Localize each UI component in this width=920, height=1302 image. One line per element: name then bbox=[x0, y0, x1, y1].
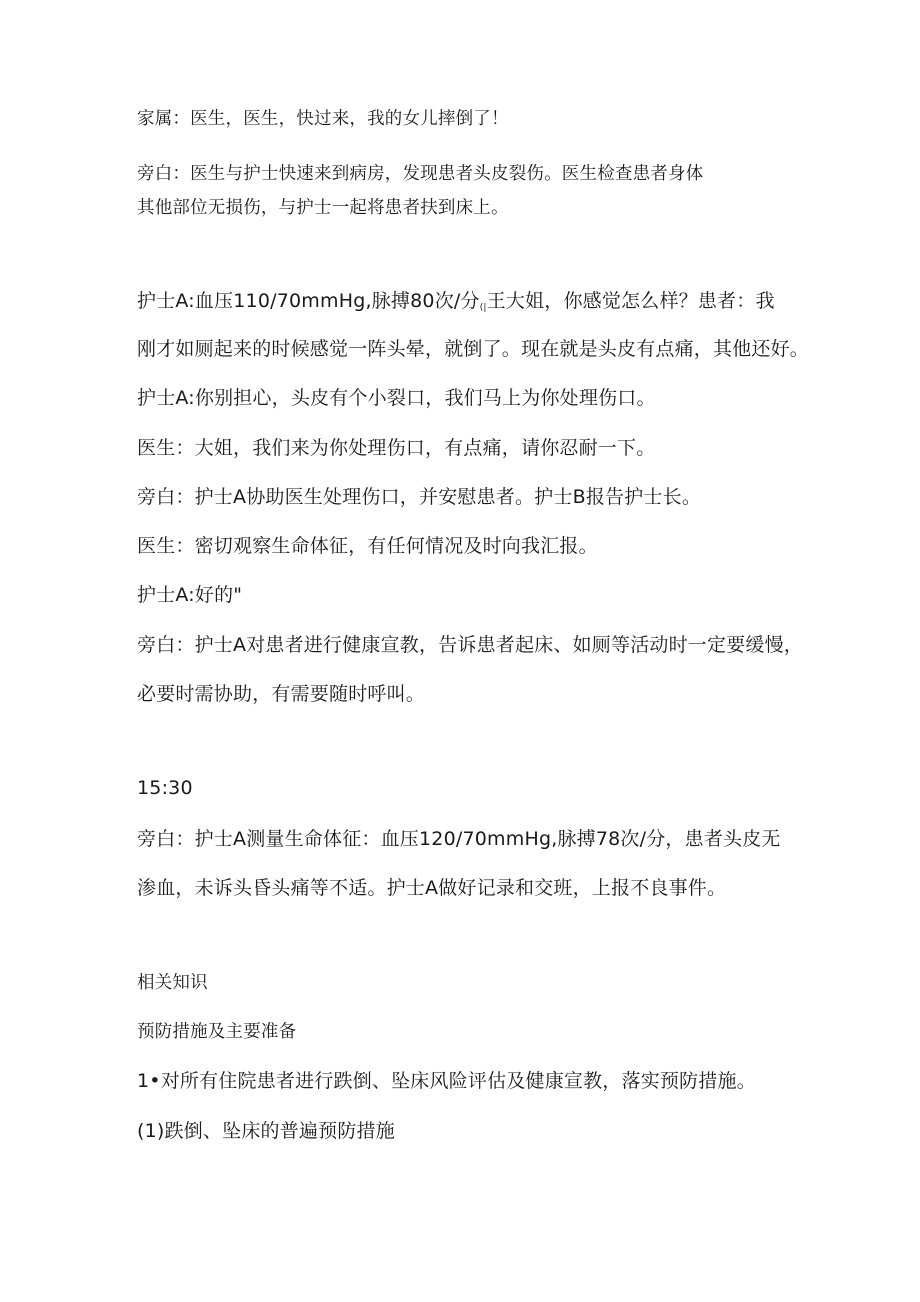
dialogue-continuation: 王大姐，你感觉怎么样？患者：我 bbox=[486, 290, 775, 312]
narration-line: 旁白：护士A协助医生处理伤口，并安慰患者。护士B报告护士长。 bbox=[137, 486, 702, 508]
list-item: (1)跌倒、坠床的普遍预防措施 bbox=[137, 1120, 395, 1142]
dialogue-nurse: 护士A:你别担心，头皮有个小裂口，我们马上为你处理伤口。 bbox=[137, 387, 656, 409]
narration-line: 渗血，未诉头昏头痛等不适。护士A做好记录和交班，上报不良事件。 bbox=[137, 877, 727, 899]
dialogue-doctor: 医生：密切观察生命体征，有任何情况及时向我汇报。 bbox=[137, 535, 598, 557]
vitals-text: 护士A:血压110/70mmHg,脉搏80次/分 bbox=[137, 290, 480, 312]
narration-line: 旁白：护士A测量生命体征：血压120/70mmHg,脉搏78次/分，患者头皮无 bbox=[137, 828, 781, 850]
narration-line: 其他部位无损伤，与护士一起将患者扶到床上。 bbox=[137, 198, 509, 218]
narration-line: 旁白：护士A对患者进行健康宣教，告诉患者起床、如厕等活动时一定要缓慢， bbox=[137, 634, 803, 656]
narration-line: 旁白：医生与护士快速来到病房，发现患者头皮裂伤。医生检查患者身体 bbox=[137, 164, 704, 184]
dialogue-family: 家属：医生，医生，快过来，我的女儿摔倒了！ bbox=[137, 109, 509, 129]
list-item: 1•对所有住院患者进行跌倒、坠床风险评估及健康宣教，落实预防措施。 bbox=[137, 1070, 756, 1092]
dialogue-patient: 刚才如厕起来的时候感觉一阵头晕，就倒了。现在就是头皮有点痛，其他还好。 bbox=[137, 338, 810, 360]
subscript-mark: (| bbox=[479, 303, 487, 313]
narration-line: 必要时需协助，有需要随时呼叫。 bbox=[137, 683, 426, 705]
section-heading: 相关知识 bbox=[137, 973, 208, 993]
dialogue-nurse: 护士A:好的" bbox=[137, 584, 243, 606]
dialogue-nurse-vitals bbox=[137, 288, 775, 321]
dialogue-doctor: 医生：大姐，我们来为你处理伤口，有点痛，请你忍耐一下。 bbox=[137, 437, 656, 459]
time-stamp: 15:30 bbox=[137, 777, 193, 799]
subsection-heading: 预防措施及主要准备 bbox=[137, 1022, 297, 1042]
